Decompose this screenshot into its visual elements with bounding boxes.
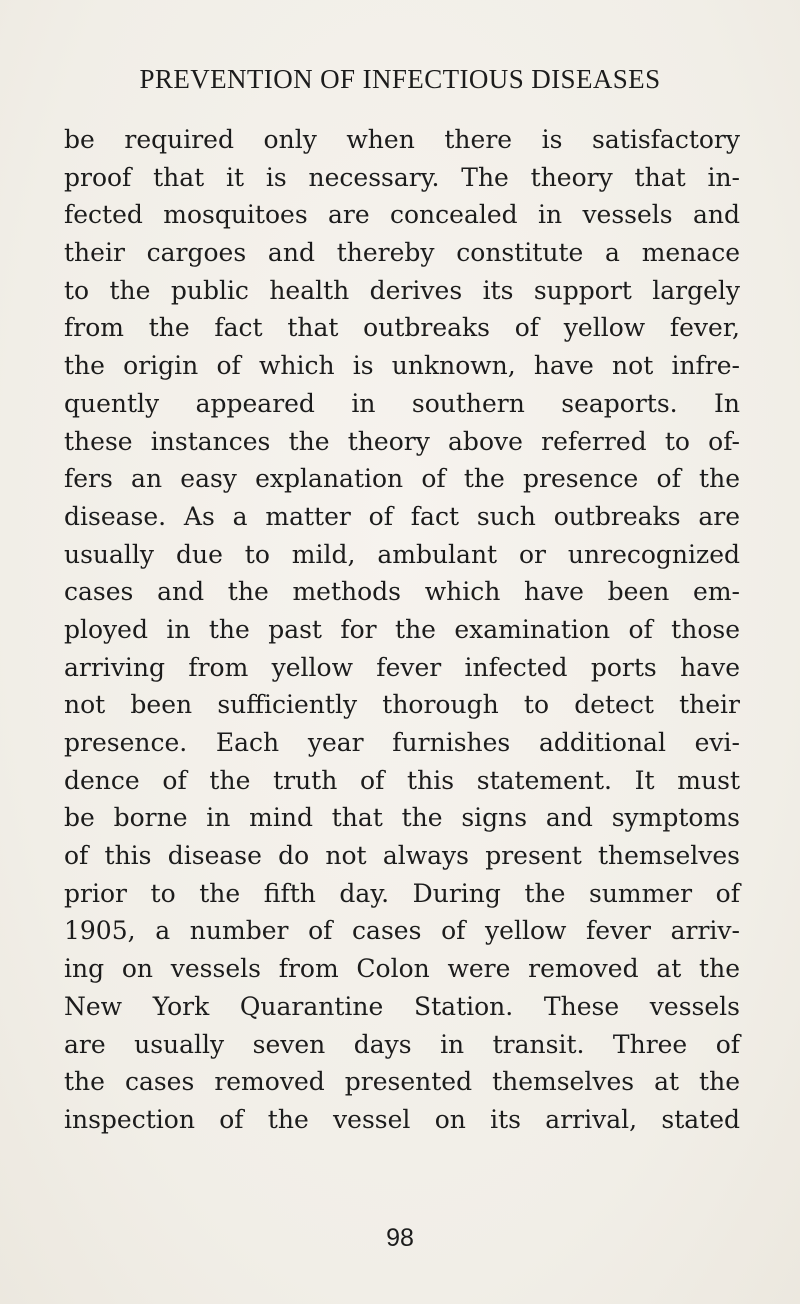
text-line: not been sufficiently thorough to detect their	[64, 690, 740, 720]
text-line: be required only when there is satisfactory	[64, 125, 740, 154]
running-head: PREVENTION OF INFECTIOUS DISEASES	[139, 64, 661, 94]
text-line: disease. As a matter of fact such outbreaks are	[64, 501, 740, 531]
text-line: ing on vessels from Colon were removed at the	[64, 954, 740, 984]
text-line: prior to the fifth day. During the summer of	[64, 878, 740, 908]
text-line: dence of the truth of this statement. It must	[64, 765, 740, 795]
text-line: proof that it is necessary. The theory that in-	[64, 162, 740, 192]
text-line: their cargoes and thereby constitute a menace	[64, 238, 740, 268]
page-number: 98	[386, 1224, 414, 1252]
body-paragraph	[64, 121, 740, 1139]
text-line: the cases removed presented themselves at the	[64, 1067, 740, 1097]
text-line: from the fact that outbreaks of yellow fever,	[64, 313, 740, 343]
text-line: ployed in the past for the examination of those	[64, 614, 740, 644]
text-line: of this disease do not always present themselves	[64, 841, 740, 871]
text-line: to the public health derives its support largely	[64, 275, 740, 305]
text-line: inspection of the vessel on its arrival, stated	[64, 1104, 740, 1134]
text-line: fers an easy explanation of the presence of the	[64, 464, 740, 494]
text-line: New York Quarantine Station. These vessels	[64, 991, 740, 1021]
text-line: fected mosquitoes are concealed in vessels and	[64, 200, 740, 230]
text-line: usually due to mild, ambulant or unrecognized	[64, 539, 740, 569]
text-line: quently appeared in southern seaports. In	[64, 388, 740, 418]
text-line: cases and the methods which have been em-	[64, 577, 740, 607]
text-line: 1905, a number of cases of yellow fever arriv-	[64, 916, 740, 946]
text-line: presence. Each year furnishes additional evi-	[64, 728, 740, 757]
text-line: the origin of which is unknown, have not infre-	[64, 351, 740, 381]
text-line: are usually seven days in transit. Three of	[64, 1029, 740, 1059]
text-line: these instances the theory above referred to of-	[64, 426, 740, 456]
text-line: arriving from yellow fever infected ports have	[64, 652, 740, 682]
text-line: be borne in mind that the signs and symptoms	[64, 803, 740, 833]
